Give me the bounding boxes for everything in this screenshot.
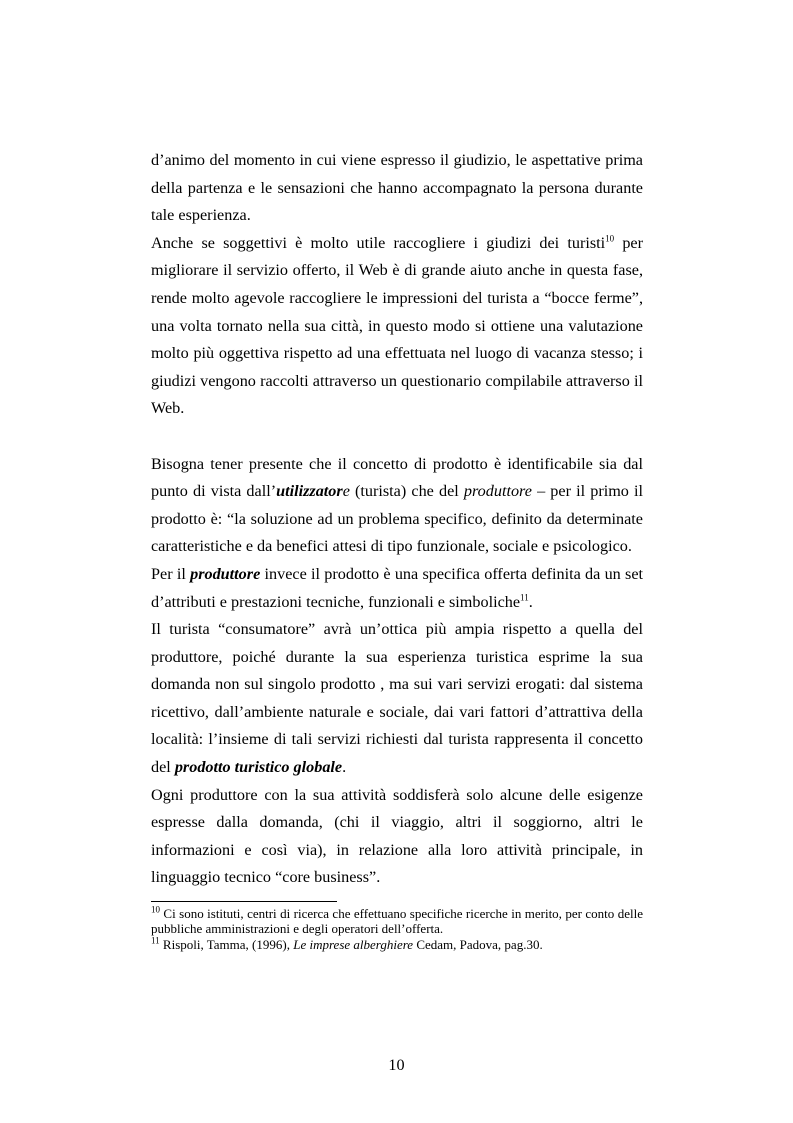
paragraph-3 <box>151 451 643 561</box>
paragraph-4-text-3: . <box>528 592 533 611</box>
footnote-11-text-start: Rispoli, Tamma, (1996), <box>159 936 294 952</box>
paragraph-1 <box>151 147 643 230</box>
term-produttore-bold: produttore <box>190 564 261 583</box>
paragraph-5-text-2: . <box>342 758 347 777</box>
paragraph-4-text-1: Per il <box>151 564 191 583</box>
footnote-reference-10[interactable]: 10 <box>605 233 615 244</box>
paragraph-6-text: Ogni produttore con la sua attività soddisferà solo alcune delle esigenze espresse dalla domanda, (chi il viaggio, altri il soggiorno, altri le informazioni e così via), in relazione alla loro attività principale, in linguaggio tecnico “core business”. <box>151 785 643 887</box>
term-utilizzatore: utilizzator <box>276 482 343 501</box>
paragraph-2-text-start: Anche se soggettivi è molto utile raccogliere i giudizi dei turisti <box>151 233 606 252</box>
paragraph-2 <box>151 230 643 423</box>
paragraph-4-text-2: invece il prodotto è una specifica offerta definita da un set d’attributi e prestazioni tecniche, funzionali e simboliche <box>151 564 643 611</box>
paragraph-2-text-end: per migliorare il servizio offerto, il Web è di grande aiuto anche in questa fase, rende molto agevole raccogliere le impressioni del turista a “bocce ferme”, una volta tornato nella sua città, in questo modo si ottiene una valutazione molto più oggettiva rispetto ad una effettuata nel luogo di vacanza stesso; i giudizi vengono raccolti attraverso un questionario compilabile attraverso il Web. <box>151 233 644 418</box>
footnote-separator <box>151 901 337 902</box>
footnote-10-number: 10 <box>151 904 160 915</box>
paragraph-5-text-1: Il turista “consumatore” avrà un’ottica più ampia rispetto a quella del produttore, poiché durante la sua esperienza turistica esprime la sua domanda non sul singolo prodotto , ma sui vari servizi erogati: dal sistema ricettivo, dall’ambiente naturale e sociale, dai vari fattori d’attrattiva della località: l’insieme di tali servizi richiesti dal turista rappresenta il concetto del <box>151 620 643 777</box>
term-produttore: produttore <box>463 482 532 501</box>
footnote-reference-11[interactable]: 11 <box>520 592 529 603</box>
footnote-11-text-end: Cedam, Padova, pag.30. <box>413 936 543 952</box>
paragraph-3-text-3: – per il primo il prodotto è: “la soluzione ad un problema specifico, definito da determinate caratteristiche e da benefici attesi di tipo funzionale, sociale e psicologico. <box>151 482 644 556</box>
body-text <box>151 147 643 892</box>
footnote-10 <box>151 906 643 937</box>
paragraph-5 <box>151 616 643 782</box>
footnotes <box>151 906 643 952</box>
page-number: 10 <box>388 1056 405 1074</box>
term-prodotto-turistico-globale: prodotto turistico globale <box>174 758 343 777</box>
paragraph-3-text-1: Bisogna tener presente che il concetto di prodotto è identificabile sia dal punto di vista dall’ <box>151 454 643 501</box>
footnote-11-book-title: Le imprese alberghiere <box>293 936 414 952</box>
paragraph-3-text-2: (turista) che del <box>349 482 464 501</box>
footnote-11 <box>151 937 643 952</box>
footnote-11-number: 11 <box>151 935 160 946</box>
term-utilizzatore-tail: e <box>342 482 350 501</box>
paragraph-6 <box>151 782 643 892</box>
footnote-10-text: Ci sono istituti, centri di ricerca che effettuano specifiche ricerche in merito, per conto delle pubbliche amministrazioni e degli operatori dell’offerta. <box>151 906 643 937</box>
paragraph-1-text: d’animo del momento in cui viene espresso il giudizio, le aspettative prima della partenza e le sensazioni che hanno accompagnato la persona durante tale esperienza. <box>151 151 643 225</box>
paragraph-4 <box>151 561 643 616</box>
